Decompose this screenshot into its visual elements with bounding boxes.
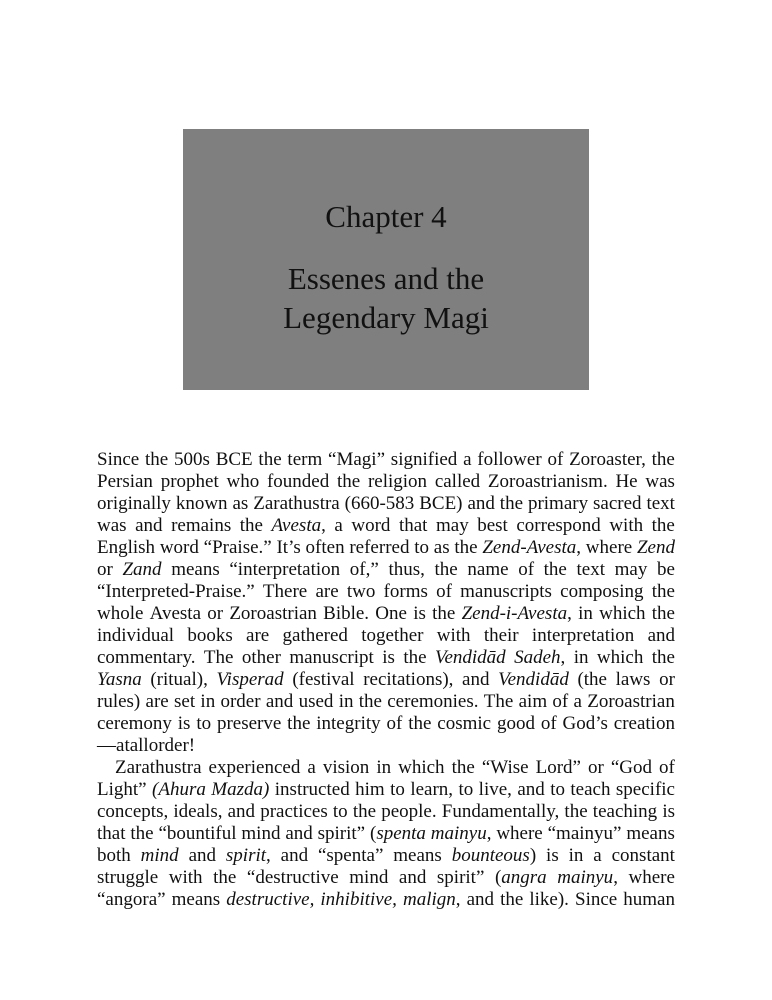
- word: “angora”: [97, 889, 166, 910]
- word: name: [467, 559, 509, 580]
- word: to: [390, 779, 405, 800]
- word: (ritual),: [150, 669, 208, 690]
- word: “spenta”: [317, 845, 384, 866]
- word: be: [657, 559, 675, 580]
- text-line: [97, 603, 675, 625]
- word: are: [145, 691, 169, 712]
- word: of,”: [349, 559, 379, 580]
- word: Since: [97, 449, 140, 470]
- word: like).: [529, 889, 569, 910]
- word: cosmic: [437, 713, 492, 734]
- word: gathered: [282, 625, 348, 646]
- word: whole: [97, 603, 144, 624]
- word: the: [651, 449, 675, 470]
- word: means: [171, 559, 220, 580]
- word: the: [287, 713, 311, 734]
- word: good: [496, 713, 535, 734]
- word: struggle: [97, 867, 159, 888]
- word: composing: [560, 581, 644, 602]
- word: (festival: [292, 669, 355, 690]
- word: where: [585, 537, 633, 558]
- word: (660-583: [344, 493, 415, 514]
- word: The: [203, 647, 234, 668]
- word: called: [434, 471, 481, 492]
- word: mind: [349, 867, 389, 888]
- word: with: [168, 867, 203, 888]
- text-line: [97, 867, 675, 889]
- word: Zoroaster,: [569, 449, 646, 470]
- text-line: [97, 449, 675, 471]
- word: It’s: [276, 537, 301, 558]
- word: mainyu,: [430, 823, 492, 844]
- word: Light”: [97, 779, 147, 800]
- word: order!: [148, 735, 196, 756]
- word: as: [433, 537, 450, 558]
- word: signified: [390, 449, 458, 470]
- text-line: [97, 845, 675, 867]
- word: to: [414, 537, 429, 558]
- word: that: [398, 515, 428, 536]
- word: the: [434, 559, 458, 580]
- word: to: [196, 713, 212, 734]
- text-line: [97, 735, 675, 757]
- word: mind: [140, 845, 179, 866]
- word: the: [239, 515, 263, 536]
- word: who: [226, 471, 260, 492]
- word: and: [285, 823, 313, 844]
- word: word: [351, 515, 391, 536]
- word: (the: [577, 669, 607, 690]
- word: (Ahura: [152, 779, 206, 800]
- word: aim: [518, 691, 548, 712]
- word: often: [305, 537, 345, 558]
- word: “interpretation: [229, 559, 341, 580]
- word: originally: [97, 493, 171, 514]
- word: and: [466, 889, 495, 910]
- chapter-heading-box: [183, 129, 589, 390]
- text-line: [97, 779, 675, 801]
- word: “Wise: [481, 757, 529, 778]
- word: him: [355, 779, 385, 800]
- text-line: [97, 625, 675, 647]
- word: may: [614, 559, 648, 580]
- word: and: [467, 493, 495, 514]
- word: the: [500, 889, 524, 910]
- text-line: [97, 647, 675, 669]
- word: the: [451, 757, 475, 778]
- word: to: [550, 779, 565, 800]
- word: “mainyu”: [547, 823, 622, 844]
- word: Persian: [97, 471, 153, 492]
- word: as: [232, 493, 249, 514]
- word: are: [246, 625, 270, 646]
- word: Yasna: [97, 669, 142, 690]
- word: is: [413, 603, 426, 624]
- word: the: [499, 493, 524, 514]
- word: follower: [477, 449, 542, 470]
- word: and: [280, 845, 309, 866]
- word: which: [398, 757, 445, 778]
- word: best: [477, 515, 508, 536]
- word: are: [315, 581, 339, 602]
- word: that: [97, 823, 126, 844]
- word: “Praise.”: [203, 537, 272, 558]
- word: preserve: [216, 713, 282, 734]
- word: teach: [570, 779, 611, 800]
- word: concepts,: [97, 801, 169, 822]
- word: is: [177, 713, 191, 734]
- word: BCE: [215, 449, 253, 470]
- word: mind: [241, 823, 281, 844]
- word: their: [483, 625, 519, 646]
- word: order: [220, 691, 261, 712]
- word: of: [386, 713, 403, 734]
- word: which: [599, 603, 646, 624]
- word: English: [97, 537, 156, 558]
- word: constant: [611, 845, 675, 866]
- word: ceremony: [97, 713, 172, 734]
- text-line: [97, 823, 675, 845]
- text-line: [97, 471, 675, 493]
- word: term: [287, 449, 323, 470]
- word: recitations),: [363, 669, 454, 690]
- word: in: [376, 757, 392, 778]
- word: means: [626, 823, 675, 844]
- word: One: [375, 603, 407, 624]
- word: integrity: [316, 713, 381, 734]
- word: “God: [610, 757, 653, 778]
- word: the: [145, 449, 169, 470]
- text-line: [97, 889, 675, 911]
- word: the: [213, 867, 237, 888]
- word: “Magi”: [328, 449, 386, 470]
- word: the: [543, 559, 567, 580]
- word: Sadeh,: [514, 647, 566, 668]
- word: forms: [383, 581, 428, 602]
- word: the: [130, 823, 154, 844]
- word: founded: [266, 471, 330, 492]
- word: tall: [124, 735, 149, 756]
- word: interpretation: [531, 625, 635, 646]
- word: ideals,: [173, 801, 223, 822]
- chapter-title-line-2: Legendary Magi: [283, 300, 489, 335]
- chapter-title: [183, 259, 589, 337]
- word: two: [346, 581, 376, 602]
- word: word: [159, 537, 199, 558]
- word: a: [334, 515, 343, 536]
- word: other: [241, 647, 281, 668]
- word: means: [393, 845, 442, 866]
- word: the: [564, 801, 588, 822]
- word: used: [298, 691, 334, 712]
- word: was: [97, 515, 127, 536]
- word: ceremonies.: [387, 691, 479, 712]
- word: learn,: [410, 779, 454, 800]
- word: Avesta: [149, 603, 202, 624]
- word: the: [403, 647, 427, 668]
- word: Mazda): [211, 779, 270, 800]
- word: Zend-i-Avesta,: [461, 603, 572, 624]
- word: where: [496, 823, 543, 844]
- word: of: [659, 757, 675, 778]
- word: Zend-Avesta,: [482, 537, 582, 558]
- word: Zoroastrianism.: [487, 471, 608, 492]
- word: the: [352, 801, 377, 822]
- chapter-title-line-1: Essenes and the: [287, 261, 485, 296]
- word: a: [307, 757, 316, 778]
- word: of: [547, 449, 564, 470]
- word: spirit”: [436, 867, 485, 888]
- word: a: [463, 449, 472, 470]
- word: the: [336, 471, 361, 492]
- word: practices: [260, 801, 328, 822]
- word: manuscripts: [460, 581, 552, 602]
- word: or: [659, 669, 675, 690]
- word: bounteous): [451, 845, 537, 866]
- word: instructed: [274, 779, 350, 800]
- word: teaching: [592, 801, 658, 822]
- word: “destructive: [246, 867, 339, 888]
- word: Avesta,: [271, 515, 326, 536]
- word: in: [568, 845, 584, 866]
- word: a: [573, 691, 582, 712]
- word: spirit”: [317, 823, 366, 844]
- paragraph-1: [97, 449, 675, 757]
- word: 500s: [174, 449, 210, 470]
- word: and: [517, 779, 545, 800]
- word: commentary.: [97, 647, 196, 668]
- word: of: [540, 713, 557, 734]
- word: to: [458, 779, 474, 800]
- word: where: [628, 867, 675, 888]
- word: the: [258, 449, 282, 470]
- word: in: [573, 647, 589, 668]
- word: and: [398, 867, 427, 888]
- word: text: [646, 493, 675, 514]
- word: books: [187, 625, 233, 646]
- word: the: [432, 603, 456, 624]
- word: people.: [381, 801, 437, 822]
- word: the: [408, 713, 432, 734]
- word: Zand: [122, 559, 162, 580]
- paragraph-2: [97, 757, 675, 911]
- word: or: [97, 559, 113, 580]
- word: or: [588, 757, 604, 778]
- word: or: [207, 603, 224, 624]
- word: Vendidād: [498, 669, 569, 690]
- word: individual: [97, 625, 175, 646]
- word: the: [358, 691, 382, 712]
- word: remains: [171, 515, 232, 536]
- word: and: [647, 625, 675, 646]
- word: is: [546, 845, 559, 866]
- word: sacred: [593, 493, 642, 514]
- text-line: [97, 493, 675, 515]
- word: God’s: [562, 713, 608, 734]
- word: prophet: [160, 471, 219, 492]
- word: referred: [349, 537, 410, 558]
- word: text: [576, 559, 606, 580]
- word: correspond: [516, 515, 601, 536]
- word: means: [171, 889, 221, 910]
- word: a: [593, 845, 602, 866]
- word: Visperad: [216, 669, 284, 690]
- word: the: [651, 647, 675, 668]
- word: with: [436, 625, 471, 646]
- word: Zarathustra: [115, 757, 202, 778]
- word: and: [188, 845, 216, 866]
- text-line: [97, 757, 675, 779]
- word: of: [552, 691, 569, 712]
- word: and: [227, 801, 256, 822]
- word: rules): [97, 691, 141, 712]
- word: religion: [367, 471, 428, 492]
- word: He: [615, 471, 638, 492]
- word: inhibitive,: [320, 889, 397, 910]
- word: laws: [615, 669, 651, 690]
- word: specific: [615, 779, 675, 800]
- word: primary: [527, 493, 589, 514]
- word: both: [97, 845, 131, 866]
- word: may: [435, 515, 469, 536]
- word: live,: [478, 779, 512, 800]
- word: (angra: [494, 867, 547, 888]
- word: in: [338, 691, 354, 712]
- word: which: [596, 647, 644, 668]
- word: is: [662, 801, 675, 822]
- text-line: [97, 559, 675, 581]
- word: was: [645, 471, 675, 492]
- word: —a: [97, 735, 125, 756]
- word: Zoroastrian: [587, 691, 675, 712]
- word: manuscript: [289, 647, 374, 668]
- word: There: [262, 581, 308, 602]
- word: thus,: [388, 559, 425, 580]
- text-line: [97, 713, 675, 735]
- text-line: [97, 691, 675, 713]
- word: and: [135, 515, 163, 536]
- word: Zend: [636, 537, 675, 558]
- word: the: [651, 603, 675, 624]
- word: spirit,: [225, 845, 271, 866]
- word: in: [200, 691, 216, 712]
- word: Fundamentally,: [441, 801, 560, 822]
- word: human: [623, 889, 675, 910]
- word: malign,: [402, 889, 461, 910]
- word: in: [578, 603, 593, 624]
- word: set: [174, 691, 196, 712]
- word: vision: [322, 757, 370, 778]
- word: the: [454, 537, 478, 558]
- word: and: [265, 691, 294, 712]
- word: to: [332, 801, 348, 822]
- word: BCE): [419, 493, 463, 514]
- word: Vendidād: [434, 647, 506, 668]
- word: “bountiful: [158, 823, 237, 844]
- word: “Interpreted-Praise.”: [97, 581, 255, 602]
- word: mainyu,: [557, 867, 618, 888]
- word: known: [175, 493, 228, 514]
- text-line: [97, 515, 675, 537]
- word: (spenta: [369, 823, 426, 844]
- word: destructive,: [226, 889, 315, 910]
- word: Zarathustra: [253, 493, 340, 514]
- body-text: [97, 449, 675, 911]
- chapter-number: Chapter 4: [325, 199, 447, 234]
- word: of: [518, 559, 535, 580]
- word: together: [361, 625, 424, 646]
- word: the: [651, 515, 675, 536]
- text-line: [97, 669, 675, 691]
- text-line: [97, 801, 675, 823]
- text-line: [97, 581, 675, 603]
- word: creation: [613, 713, 675, 734]
- word: the: [651, 581, 675, 602]
- word: of: [436, 581, 452, 602]
- word: and: [462, 669, 490, 690]
- word: with: [609, 515, 644, 536]
- word: Zoroastrian: [229, 603, 317, 624]
- word: Since: [575, 889, 618, 910]
- word: is: [382, 647, 395, 668]
- word: experienced: [208, 757, 301, 778]
- word: The: [483, 691, 514, 712]
- word: Lord”: [535, 757, 581, 778]
- text-line: [97, 537, 675, 559]
- word: Bible.: [323, 603, 370, 624]
